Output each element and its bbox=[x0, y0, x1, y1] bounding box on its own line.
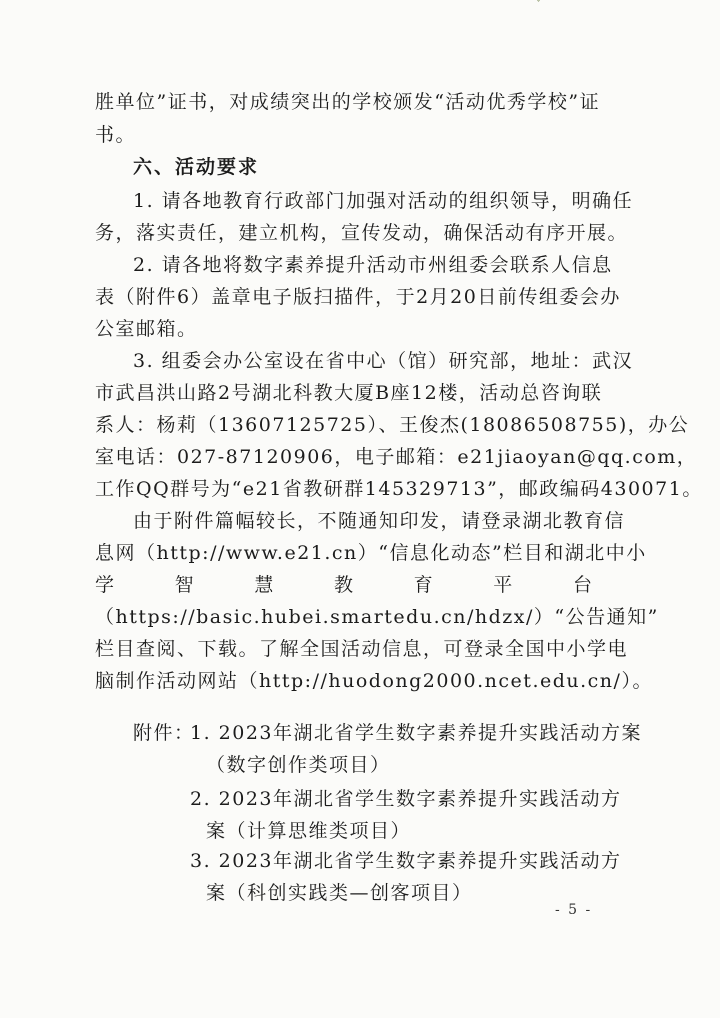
spread-char: 教 bbox=[333, 574, 353, 596]
attachment-item-3: 3. 2023年湖北省学生数字素养提升实践活动方 bbox=[190, 850, 622, 872]
notice-paragraph-line: （https://basic.hubei.smartedu.cn/hdzx/）“公告通知” bbox=[95, 606, 659, 628]
requirement-item-3-cont: 室电话：027-87120906，电子邮箱：e21jiaoyan@qq.com， bbox=[95, 446, 698, 468]
requirement-item-2: 2. 请各地将数字素养提升活动市州组委会联系人信息 bbox=[133, 254, 613, 276]
requirement-item-3-cont: 系人：杨莉（13607125725）、王俊杰(18086508755)，办公 bbox=[95, 414, 690, 436]
requirement-item-1: 1. 请各地教育行政部门加强对活动的组织领导，明确任 bbox=[133, 190, 634, 212]
requirement-item-2-cont: 公室邮箱。 bbox=[95, 318, 198, 340]
notice-paragraph-line: 脑制作活动网站（http://huodong2000.ncet.edu.cn/）。 bbox=[95, 670, 653, 692]
notice-paragraph: 由于附件篇幅较长，不随通知印发，请登录湖北教育信 bbox=[133, 510, 626, 532]
attachment-item-3-cont: 案（科创实践类—创客项目） bbox=[206, 882, 473, 904]
attachment-item-2: 2. 2023年湖北省学生数字素养提升实践活动方 bbox=[190, 788, 622, 810]
spread-char: 慧 bbox=[254, 574, 274, 596]
spread-char: 平 bbox=[493, 574, 513, 596]
spread-char: 台 bbox=[572, 574, 592, 596]
spread-char: 智 bbox=[174, 574, 194, 596]
requirement-item-1-cont: 务，落实责任，建立机构，宣传发动，确保活动有序开展。 bbox=[95, 222, 629, 244]
attachment-item-1-cont: （数字创作类项目） bbox=[206, 754, 391, 776]
section-heading: 六、活动要求 bbox=[133, 156, 260, 178]
spread-char: 学 bbox=[95, 574, 115, 596]
page-number: - 5 - bbox=[555, 902, 593, 918]
requirement-item-3: 3. 组委会办公室设在省中心（馆）研究部，地址：武汉 bbox=[133, 350, 634, 372]
paragraph-line: 书。 bbox=[95, 124, 137, 146]
notice-paragraph-line: 息网（http://www.e21.cn）“信息化动态”栏目和湖北中小 bbox=[95, 542, 647, 564]
attachments-label: 附件： bbox=[133, 722, 195, 744]
notice-paragraph-spread-line bbox=[95, 571, 592, 599]
requirement-item-2-cont: 表（附件6）盖章电子版扫描件，于2月20日前传组委会办 bbox=[95, 286, 621, 308]
paragraph-line: 胜单位”证书，对成绩突出的学校颁发“活动优秀学校”证 bbox=[95, 91, 601, 113]
spread-char: 育 bbox=[413, 574, 433, 596]
requirement-item-3-cont: 市武昌洪山路2号湖北科教大厦B座12楼，活动总咨询联 bbox=[95, 382, 603, 404]
notice-paragraph-line: 栏目查阅、下载。了解全国活动信息，可登录全国中小学电 bbox=[95, 638, 629, 660]
scan-mark: ˇ bbox=[536, 0, 541, 11]
attachment-item-2-cont: 案（计算思维类项目） bbox=[206, 820, 412, 842]
attachment-item-1: 1. 2023年湖北省学生数字素养提升实践活动方案 bbox=[190, 722, 643, 744]
requirement-item-3-cont: 工作QQ群号为“e21省教研群145329713”，邮政编码430071。 bbox=[95, 478, 703, 500]
